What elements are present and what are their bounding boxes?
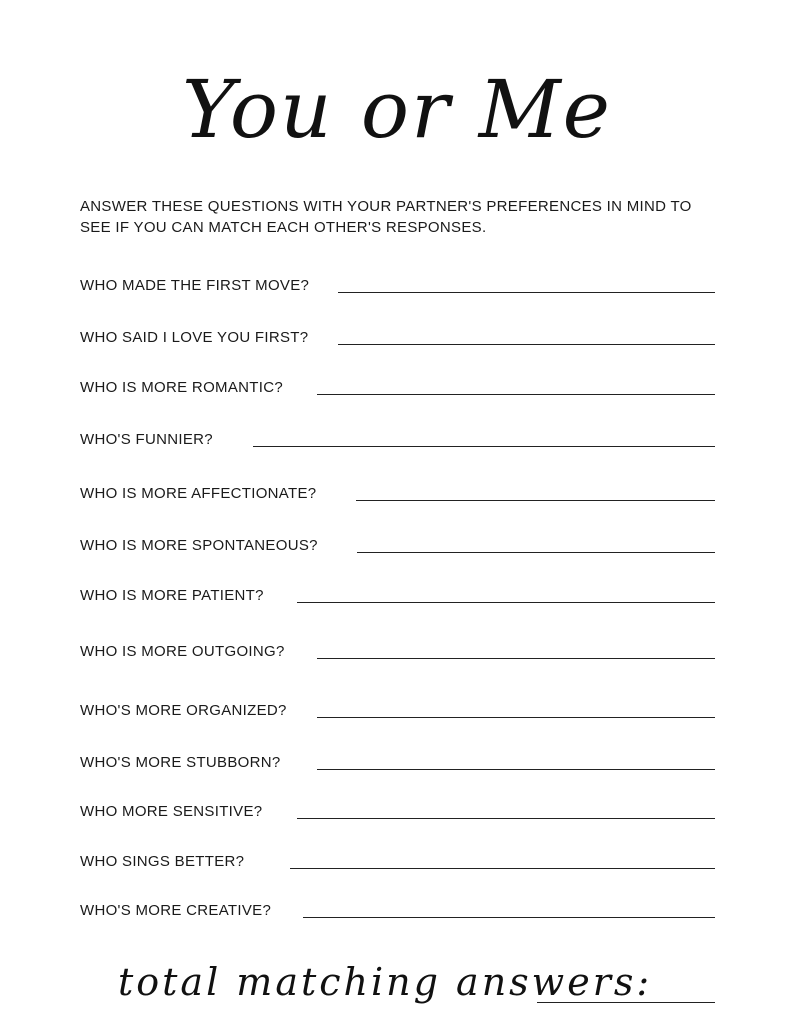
question-row [80,642,715,666]
answer-line[interactable] [317,658,715,659]
answer-line[interactable] [356,500,715,501]
question-row [80,753,715,777]
question-label: WHO IS MORE ROMANTIC? [80,379,283,396]
question-row [80,378,715,402]
question-label: WHO MADE THE FIRST MOVE? [80,277,310,294]
question-row [80,586,715,610]
question-row [80,536,715,560]
page-title: You or Me [181,63,613,156]
question-label: WHO IS MORE OUTGOING? [80,643,285,660]
question-label: WHO IS MORE SPONTANEOUS? [80,537,318,554]
question-label: WHO IS MORE PATIENT? [80,587,264,604]
answer-line[interactable] [317,769,715,770]
question-label: WHO MORE SENSITIVE? [80,803,263,820]
question-row [80,430,715,454]
answer-line[interactable] [253,446,715,447]
answer-line[interactable] [297,818,715,819]
answer-line[interactable] [338,344,715,345]
answer-line[interactable] [317,717,715,718]
total-answer-line[interactable] [537,1002,715,1003]
answer-line[interactable] [338,292,715,293]
question-row [80,276,715,300]
answer-line[interactable] [297,602,715,603]
question-row [80,701,715,725]
question-row [80,484,715,508]
question-label: WHO IS MORE AFFECTIONATE? [80,485,317,502]
question-label: WHO'S MORE STUBBORN? [80,754,281,771]
answer-line[interactable] [290,868,715,869]
question-label: WHO SINGS BETTER? [80,853,245,870]
question-label: WHO'S MORE CREATIVE? [80,902,272,919]
question-row [80,901,715,925]
question-label: WHO SAID I LOVE YOU FIRST? [80,329,309,346]
question-row [80,328,715,352]
answer-line[interactable] [357,552,715,553]
question-row [80,802,715,826]
instructions-text: ANSWER THESE QUESTIONS WITH YOUR PARTNER'S PREFERENCES IN MIND TO SEE IF YOU CAN MATCH EACH OTHER'S RESPONSES. [80,198,692,236]
question-label: WHO'S FUNNIER? [80,431,213,448]
total-matching-label: total matching answers: [118,960,653,1004]
answer-line[interactable] [303,917,715,918]
question-row [80,852,715,876]
answer-line[interactable] [317,394,715,395]
question-label: WHO'S MORE ORGANIZED? [80,702,287,719]
